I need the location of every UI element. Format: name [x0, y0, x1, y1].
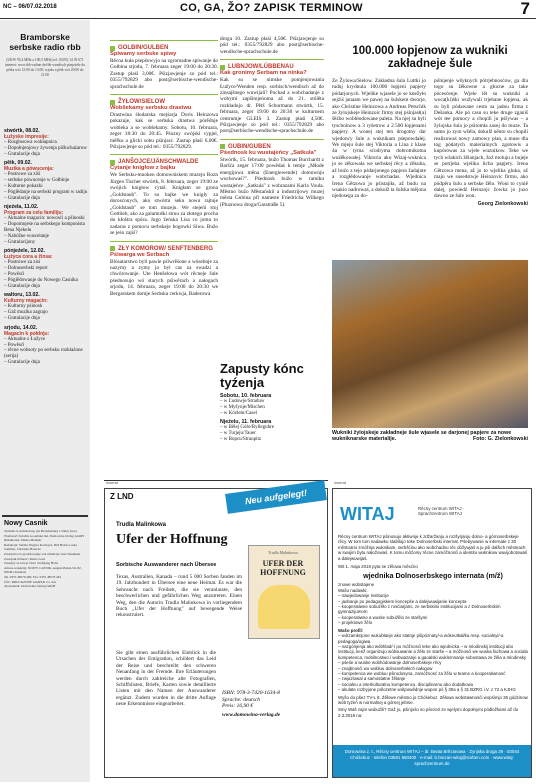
article-heading: 100.000 łopjenow za wukniki zakładneje šule [352, 45, 508, 70]
witaj-logo-sub: Rěcny centrum WITAJ · Sprachzentrum WITAJ [418, 506, 465, 517]
program-item: – Dolnoserbski report [4, 266, 48, 272]
program-item: – Nabóžne wuscelanje [4, 233, 49, 239]
program-item: – Aktualne z Łužyce [4, 336, 46, 342]
ad2-requirement: – znajbnosći wo wobluu dolnoserbskich nałogow [338, 665, 433, 671]
zapusty-place: – w Bupcu/Straupitz [220, 436, 262, 442]
ad2-body [338, 534, 528, 718]
impressum-line: Redakcija: Sabina Wagner Kochojoł, Pětš Hołoš, Laura Sommer, Christian Piasecki [4, 542, 78, 552]
ad1-label: inserat [106, 480, 119, 485]
article-col-b-text: pólnjenje wšyknych pótrjebnosćow, ga dla togo su žěkowne a głucne za take pócesćenje. Wjele lět su wukniki a wuca(ki)ški wužywali trjebane łopjena, ak su byli pódawane cesto sa jadnu firma z Dešanka. Ale pó casu su teke druge zganiš wót tee pomocy a chopili ju pśšywas – a žylojska šula jo pśitomła zasej do muze. Ta samo jo zym wšéla, dokulž něnto su chopili realizowaś nowy zamowy plan, a muse dla tog pódatych materialnych zgotowis a kupórowas za wjele wuznikow. Teke we tych wšakich žělanjach, žož moluju a bujeje se potrjeba wjelika licba papjery. Irena Gětzowa mena, až jo to wjelika gluka, až maju we susedstwje Heinzovic firmu, ako pódpěra šulu a serbske žělo. Woni to cyniě dalej, powiedź Heinzojc žowka jo juzo dawno ze šule won. [434, 78, 528, 200]
page-number: 7 [520, 0, 530, 18]
program-category: Łužyca cora a žinsa: [4, 254, 53, 261]
section-separator [220, 59, 324, 60]
impressum-line: Rědaktorka: Marka Maršeńc [4, 538, 42, 543]
section-title: Kak gronimy Serbam na ninka? [220, 70, 307, 77]
zapusty-place: – w Ľudowje/Straduw [220, 399, 265, 404]
ad2-requirement: – akulate rozbyjone pólozetne wótpowědnje wopon pó § 30a a § 31 BZRG i.V. z 72 a KJHG [338, 687, 516, 693]
ad1-text-b: Sie gibt einen ausführlichen Einblick in die Ursachen der Emigration, schildert das Leid der Reise und beschreibt den schweren Neuanfang in der Fremde. Ihre Erläuterungen werden durch zahlreiche alte Fotografien, Schiffslisten, Briefe, Karten sowie detaillierte Listen mit den Namen der Auswanderer ergänzt. Zudem wurden in die dritte Auflage neue Erkenntnisse eingearbeitet. [116, 650, 216, 708]
ad1-price: Preis: 16,90 € [222, 703, 254, 709]
ad2-date: Wit 1. maja 2018 pyta se zělowa měsćno [338, 564, 418, 570]
book-cover-author: Trudla Malinkowa [268, 550, 298, 555]
section-place: LUBNJOW/LÜBBENAU [228, 64, 294, 71]
ad1-language: Sprache: deutsch [222, 696, 261, 703]
section-separator [110, 40, 218, 41]
program-day: stwórtk, 08.02. [4, 128, 40, 134]
program-item: – Gratulacije dnja [4, 151, 40, 157]
ad1-subtitle: Sorbische Auswanderer nach Übersee [116, 562, 217, 568]
ad2-requirement: – nazgónjenja ako wóbhlad/-í po móžnosći teke ako wjednicka – w mlodinskij institucji abo institucji, kenž organizujo wóbsuwanie a źěło ze starše – a móžnosći we wuska fachowa a sociala kompetenca, mobilnostwo / wobwazanje a gaoalski wuklemnanje sobustawa ze žěla a mlodinsky [338, 643, 528, 660]
section-marker-icon [110, 160, 115, 165]
ad2-task: – projektowe žělo [338, 620, 373, 626]
photo-caption [332, 430, 528, 443]
issue-date: NC – 06/07.02.2018 [3, 4, 57, 10]
program-item: – Aktualne magacin: nowosći a pšinoski [4, 216, 85, 222]
program-day: srjodu, 14.02. [4, 324, 38, 331]
ad2-apply: Wyšo do pšez TV-L 8. Źěłowe městno jo Chóśebuz. Zěłowa wobstawnosći wopśimjo 35 gódzinow wób tyźeń w normalnej a górnej jebnie. [338, 694, 528, 705]
ad2-task: – kooperatiwne a wuske sobužělo ze staršymi [338, 614, 428, 620]
zapusty-place: – w Bělej Góŕe/Bylleguhre [220, 425, 275, 431]
ad1-title: Ufer der Hoffnung [116, 532, 228, 547]
ad2-task: Wašo nadawki: [338, 587, 368, 593]
section-place: ŽYŁOW/SIELOW [118, 99, 165, 106]
ad2-footer-text: Domowina z. t., Rěcny centrum WITAJ – dr. Beata Brězanowa · Zynjska droga 39 · 03044 Chóśebuz · telefon 03591 550400 · e-mail: b.brezan-witaj@sorben.com · www.witaj-sprachzentrum.de [344, 749, 520, 766]
impressum-line: Ćišć: DRUCKZONE GmbH & Co. KG [4, 579, 57, 584]
ad2-requirement: – pśeśe a wuske wobhódowanje dolnoserbskeje rěcy [338, 660, 442, 666]
section-title: Wobšekamy serbsku drastwu [110, 105, 192, 112]
section-text: Rěcna kuła pśepšowyjo na zgromadne spiwanje do Gołbina srjodu, 7. februara zeger 19:00 do 20:30. Zastup płaśi 3,00€. Pśizjawjenje so pód tel.: 0355/792829 abo post@serbische-wendische-sprachschule.de [110, 58, 218, 90]
program-item: – Gratulacijony [4, 239, 36, 245]
section-marker-icon [110, 100, 115, 105]
program-item: – rěcne wobsoty po serbsku rozkłaźone (serija) [4, 348, 83, 360]
program-item: – Gratulacije dnja [4, 315, 40, 321]
impressum-line: Zastojnica za sporědowanje wót rědakcije: Ines Neumann [4, 551, 81, 556]
impressum [2, 515, 88, 781]
sidebar-title: Bramborske serbske radio rbb [9, 32, 81, 52]
book-cover-title: UFER DER HOFFNUNG [260, 559, 306, 577]
program-day: waltoru, 13.02. [4, 292, 40, 299]
ad1-author: Trudla Malinkowa [116, 522, 167, 528]
impressum-line: Tyźenik za serbski kraj, jen Brandenburg a Saksy žywy [4, 529, 78, 533]
section-marker-icon [110, 246, 115, 251]
ad2-intro: Rěcny centrum WITAJ pśinosujo aktiwnje k zdźaržanju a rozšyrjanju dolno- a górnoserbskeje rěcy. W tom tom nadawku stabilujo teke Dolnoserbski internat. Pśebywanie w internate z 30 městnami zmóžnja wuknikam, serbšćinu ako wobchadnu rěc dóžywjaś a ju pśi dalšich městnach w swojim bytu nałožowaś. K tomu môźomy rěcne zamóžnosći a identitu wuknikow wuvijobotowaś a dalejwuwijaś. [338, 534, 528, 561]
impressum-line: Abonement: Domowina-Verlag GmbH [4, 584, 56, 589]
impressum-line: Zastojnik šćitnosć: Mario Lenz [4, 556, 46, 561]
program-item: – Kulturne pokazki [4, 183, 43, 189]
events-column-1 [110, 36, 218, 297]
program-item: – Postrowe za ziši [4, 172, 41, 178]
program-item: – Dopołnjenjowy żywenja pišluchaźarow [4, 145, 87, 151]
zapusty-place: – w Turjeju/Tauer [220, 431, 256, 437]
impressum-line: Zastojny za nowyt čisło: Wolfgang Hoba [4, 561, 58, 566]
section-marker-icon [220, 65, 225, 70]
program-day: pónjeźele, 12.02. [4, 248, 45, 255]
program-category: Muzika a pówucenja: [4, 166, 54, 173]
program-category: Magacin k połdnju: [4, 330, 50, 337]
impressum-line: Tel. 0355 48576 460, Fax: 0355 48576 461 [4, 574, 62, 579]
program-category: Kulturny magacin: [4, 298, 48, 305]
section-title: Cytanje knigłow z bajku [110, 165, 176, 172]
section-divider [104, 480, 328, 481]
program-item: – Rozgłosowa wokłapnica [4, 140, 57, 145]
ad1-website[interactable]: www.domowina-verlag.de [222, 711, 281, 718]
zapusty-date: Sobotu, 10. februara [220, 393, 272, 399]
ad2-requirement: – wótzamknjone wukubłanje ako statnje pśipóznaty/-a wóknutkał/ka resp. socialnyi/-a pedagoga/ogiwa [338, 633, 504, 644]
section-marker-icon [110, 46, 115, 51]
ad1-isbn: ISBN: 978-3-7420-1634-8 [222, 690, 280, 696]
radio-program [4, 125, 88, 366]
section-separator [220, 139, 324, 140]
section-text: Kak su se nimske pomjenjowania Łužyce/Wenden resp. sorbisch/wendisch až do zinsajšnego wuwijali? Pochad a wobchadanje z wobymi zapšimjeńoma až do 21. stólěta rozkładujo dr. Pětš Schurmann stwórtk, 15. februara, zeger 19:00 do 20:30 w kulturnem centrumje GLEIS 3. Zastup płaśi 4,50€. Pśizjawjenje so pód tel.: 0355/792829 abo post@serbische-wendische-sprachschule.de [220, 77, 324, 135]
photo-credit: Foto: G. Zielonkowski [472, 436, 528, 443]
witaj-logo-text: WITAJ [340, 504, 395, 524]
section-place: GUBIN/GUBEN [228, 143, 271, 150]
ad1-badge: Z LND [110, 492, 134, 501]
program-item: – Gratulacije dnja [4, 195, 40, 201]
page-title: CO, GA, ŽO? ZAPISK TERMINOW [180, 2, 363, 14]
section-separator [110, 94, 218, 95]
section-title: Pśiwarga we Serbach [110, 251, 170, 258]
zapusty-date: Njeźelu, 11. februara [220, 419, 272, 426]
ad2-task: – jadnanje po pedagogiskem koncepśe a dalejwuwijanie koncepta [338, 598, 467, 604]
ad1-info [222, 690, 324, 718]
ad2-footer [333, 745, 531, 777]
section-text: Drastwina śłodarska mejśarja Doris Heinzowa pokazuje, kak se serbska drastwa pórědnje wobleka a se wobšekamy. Sobotu, 10. februara, zeger 18:30 do 20:45. Pśozny swójski cypjel, měřku a glicki sobu pśinjasć. Zastup płaśi 6,00€. Pśizjawjenje so pód tel.: 0355/792829. [110, 112, 218, 151]
program-item: – Kulturny pśinosk [4, 304, 43, 310]
section-place: JANŠOJCE/JÄNSCHWALDE [118, 159, 199, 166]
article-photo [332, 260, 528, 428]
program-item: – Postrowe za zisi [4, 260, 41, 266]
program-item: – Gratulacije dnja [4, 359, 40, 365]
ad2-position: wjednika Dolnoserbskego internata (m/ž) [363, 571, 503, 581]
zapusty-place: – w Kózlem/Casel [220, 410, 257, 416]
section-head [110, 246, 218, 252]
program-item: – Póglědowanje do Nowego Casnika [4, 277, 78, 283]
ad2-requirement: – kompetenca we wobluu pśirodosyna, zamóžnosć za žělo w teame a kooperatiwnosć [338, 670, 506, 676]
witaj-logo [340, 504, 414, 528]
ad2-task: – kooperatiwne sobuźěło z rosćiarjami, ze serbskimi institucijami a z Dolnoserbskim gymnazijumom [338, 604, 501, 615]
section-text: We Serbsku-mnoken domowniskem muzeju Rozn Jürgen Tischer stwórtk, 8. februara, zeger 19:00 ze swójich knigłow cytaš. Knigłam se grona „Goldstaub". To su bajke we knigły za dorosćonych, ako stwórtu seku nowu rajtuje „Goldstaub" se tom muzeju. We stejeńi stoj Gottlieb, ako za galamuški struu za złotego procha do kłoštra spóra. Jogo žeńska Lisa co jomu to zadaras z pomocu serbskeje bogowki Siwa. Bužo se jeśo zajiś? [110, 172, 218, 237]
program-item: – Powěsći [4, 342, 25, 348]
article-col-a: Ze Žylowa/Sielow. Zakładna šula Luttki jo tuduj krydnula 100.000 łopjeni papjery pódarjonych. Wjelike wjasele jo se knežyło sejźiś janaam we pawej na šulskem dworje, ako Christine Heinzowa a Andreas Petschik ze žylojskeje Heinzoic firmy stej pśinjasł(a) šěźbo wobbłodowane paleta. Na njej su byli tyschoinow a 3 ryšetrow a 2.500 łopjenami papjery. A wonej stej ten drogotny dar wjedoncy šule a wuknikam pśepowdałej. We mjeju šule stej Viktoria a Lina z klase 4a w tyma sćodryma dobrotnikoma wuźěkowałej. Viktoria ako Wizaj-wuknica jo se zěkowała we serbskej rěcy a źěkuba, až buźo z tejo pśdarjonego papjera žadajnte a rozgłědowanje wobchadas. Wjednica Irena Gětzowa jo pśistajiła, až budu na wsakio nadrowaś, a dokulž ta šulska mějona njedosega za do- [332, 78, 426, 200]
ad2-req-label: Wašo profil: [338, 627, 364, 633]
ad2-label: inserat [334, 480, 347, 485]
section-title: Pśednosk ku wustajeńcy „Satkula" [220, 149, 317, 156]
program-item: – Gratulacije dnja [4, 283, 40, 289]
zapusty-box [220, 362, 324, 443]
section-place: GOLBIN/GULBEN [118, 45, 169, 51]
section-text: Blósatarstwo byli pawie pśiwrěśone a wósebnje za nazymy a zymy jo byl cas za swadzi a chwórowanje. Ute Henšelowa wót rěcneje šule pśednosujo wó starych pśiwěrach a nałogach srjodu, 14. februara, zeger 19:00 do 20:30 we Bergarskem domje Serbska cerkwja, Baderowa [110, 258, 218, 297]
program-item: – serbske pówucenje w Gołbinje [4, 178, 70, 184]
impressum-line: Wudawaŕ: Załožba za serbski lud, Domowina-Verlag GmbH [4, 533, 84, 538]
ad2-closing: Smy Waš zajm wubuźili? Gaž jo, pśinjośo so pśezeń ze wjelymi dopołnymi pódłožkami až do 2.3.2018 na: [338, 707, 519, 718]
section-place: ZŁY KOMOROW/ SENFTENBERG [118, 245, 213, 252]
section-text: Stwórtk, 15. februara, bužo Thomas Burchardt z Baršća zeger 17:00 powědaś k temje „Młode energijowa měna (Energiewende) domownju wuchowaś?". Pśednosk bužo w ramiku wustajeńce „Satkula" z wobrazami Karla Voula. Městno bužo Městańskii a industrijowy muzej města Gubina při nameste Friedricha Wilkego (Pluznowa droga/Gasstraße 5). [220, 156, 324, 208]
sidebar-subtitle: (UKW 95,4 MHz a 100,5 MHz) tel. (0355) 14 39 671 internet: www.rbb-online.de/rbb-wendisch pónjeźele do pětka wót 12:00 do 13:00, srjodu a pětk wót 20:00 do 21:00 [4, 58, 86, 77]
ad1-text-a: Texas, Australien, Kanada – rund 5 000 Sorben fanden im 19. Jahrhundert in Übersee eine neue Heimat. Es war die Sehnsucht nach Freiheit, die sie veranlasste, den beschwerlichen und gefährlichen Weg anzutreten. Einen Weg, den die Autorin Trudla Malinkowa in vorliegendem Buch „Ufer der Hoffnung" auf bewegende Weise rekonstruiert. [116, 574, 242, 619]
program-category: Łužyske impresije: [4, 134, 49, 140]
book-cover-illustration [258, 585, 310, 629]
impressum-title: Nowy Casnik [4, 520, 48, 527]
program-item: – Powěsći [4, 271, 25, 277]
section-marker-icon [220, 144, 225, 149]
program-day: pětk, 09.02. [4, 160, 32, 167]
program-item: – Póglědanje na serbski program w radiju [4, 189, 88, 195]
program-item: – Gaž muzika zagrajo [4, 310, 48, 316]
program-category: Program za celu familiju: [4, 210, 64, 217]
article-col-b [434, 78, 528, 207]
events-column-2 [220, 36, 324, 208]
article-author: Georg Zielonkowski [477, 200, 528, 207]
ad2-requirement: – socialnu a interkulturalnu kompetencu, disciplinarnu abo dodatkowu [338, 681, 474, 687]
continued-text: droga 10. Zastup płaśi 4,50€. Pśizjawjenje so pód tel.: 0355/792829 abo post@serbische-wendische-sprachschule.de [220, 36, 324, 55]
ad2-requirement: – zwjazlowal a samostatne žělanje [338, 676, 406, 682]
section-separator [110, 241, 218, 242]
ad2-tasks-label: znowe wobstajene [338, 582, 375, 588]
ad2-task: – nawjedowanje institucije [338, 593, 389, 599]
caption-text: Wukniki žylojskeje zakładneje šule wjasele se darjonej papjere za nowe wukniknarske materialije. [332, 430, 512, 443]
program-item: – Dopomnjeśe na serbskego komponista Bena Njekelu [4, 222, 85, 233]
zapusty-heading: Zapusty kónc tyźenja [220, 361, 304, 390]
section-title: Spiwamy serbske spiwy [110, 51, 177, 57]
section-separator [110, 154, 218, 155]
program-day: njeźela, 11.02. [4, 204, 39, 211]
zapusty-place: – w Myšynje/Mischen [220, 404, 265, 410]
ad1-banner: Neu aufgelegt! [225, 480, 327, 514]
impressum-line: Adresa redakcije: NOWY CASNIK, August-Bebel-Str. 82, 03046 Chóśebuz [4, 565, 82, 575]
